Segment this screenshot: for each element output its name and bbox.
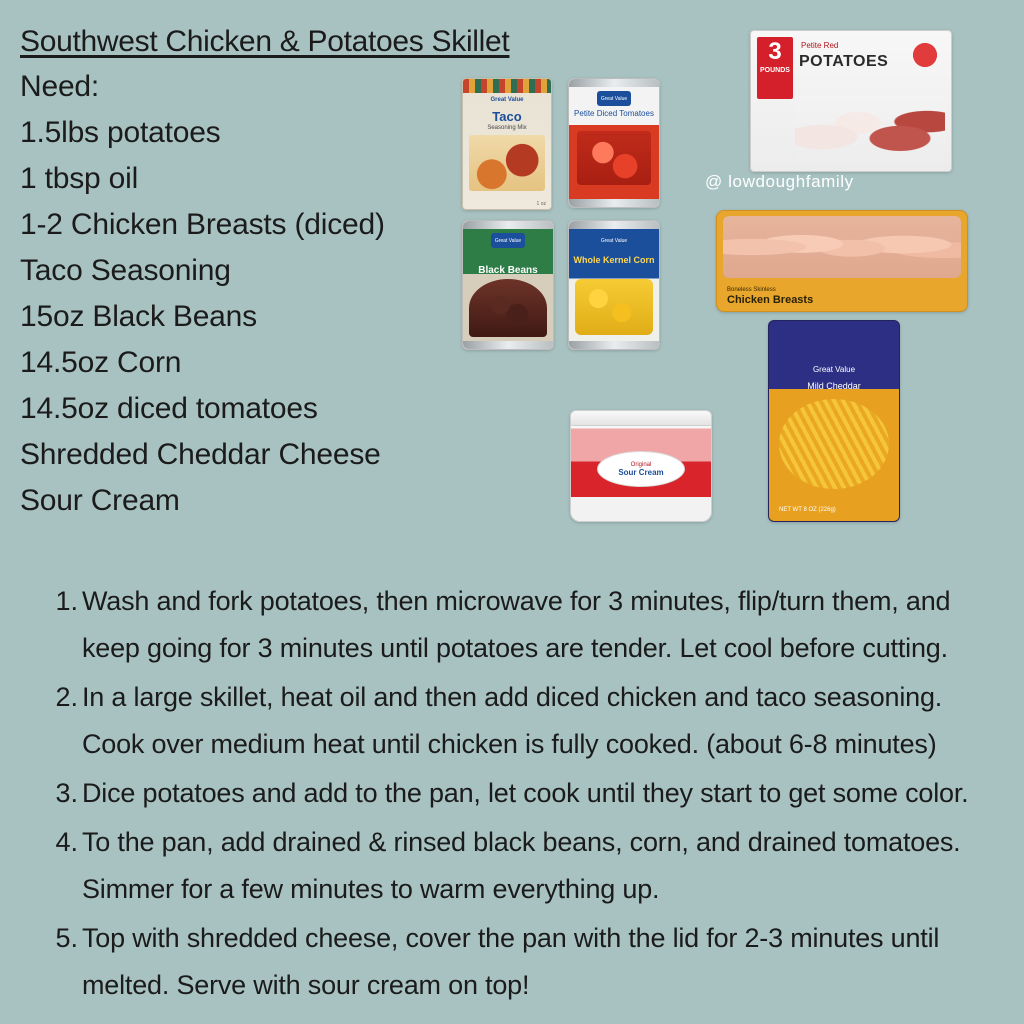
cheese-photo — [779, 399, 889, 489]
step-item — [44, 578, 1004, 672]
cheese-weight: NET WT 8 OZ (226g) — [779, 507, 836, 513]
beans-brand: Great Value — [491, 233, 525, 248]
step-number: 4. — [55, 827, 78, 857]
cheese-name: Mild Cheddar — [807, 381, 861, 391]
ingredient-item: Sour Cream — [20, 484, 180, 517]
sour-cream-label — [597, 451, 685, 487]
potatoes-name: POTATOES — [799, 53, 889, 70]
taco-photo — [469, 135, 545, 191]
ingredient-item: 15oz Black Beans — [20, 300, 257, 333]
need-label: Need: — [20, 70, 100, 103]
step-item — [44, 915, 1004, 1009]
sour-cream-name: Sour Cream — [618, 467, 664, 477]
step-number: 1. — [55, 586, 78, 616]
ingredient-item: Shredded Cheddar Cheese — [20, 438, 381, 471]
taco-weight: 1 oz — [536, 201, 546, 207]
potatoes-sub: Petite Red — [801, 41, 839, 50]
step-text: Wash and fork potatoes, then microwave for 3 minutes, flip/turn them, and keep going for 3 minutes until potatoes are tender. Let cool before cutting. — [82, 586, 951, 663]
step-number: 5. — [55, 923, 78, 953]
can-label — [463, 229, 553, 341]
beans-photo — [469, 279, 547, 337]
potatoes-count-unit: POUNDS — [760, 67, 790, 74]
can-rim-bottom — [569, 341, 659, 349]
chicken-sub: Boneless Skinless — [727, 287, 776, 293]
step-item — [44, 770, 1004, 817]
can-rim-bottom — [569, 199, 659, 207]
chicken-photo — [723, 216, 961, 278]
step-text: In a large skillet, heat oil and then add diced chicken and taco seasoning. Cook over medium heat until chicken is fully cooked. (about 6-8 minutes) — [82, 682, 943, 759]
product-chicken-breasts — [716, 210, 968, 312]
step-text: Dice potatoes and add to the pan, let cook until they start to get some color. — [82, 778, 969, 808]
potatoes-photo — [795, 95, 945, 165]
taco-name: Taco — [492, 109, 522, 124]
chicken-name: Chicken Breasts — [727, 294, 814, 306]
can-rim-top — [463, 221, 553, 229]
ingredient-item: 14.5oz Corn — [20, 346, 182, 379]
tomatoes-brand: Great Value — [597, 91, 631, 106]
watermark-handle: @ lowdoughfamily — [705, 172, 854, 191]
corn-name: Whole Kernel Corn — [573, 255, 655, 265]
ingredient-item: 14.5oz diced tomatoes — [20, 392, 318, 425]
can-label — [569, 229, 659, 341]
product-diced-tomatoes — [568, 78, 660, 208]
tub-lid — [570, 410, 712, 426]
product-taco-seasoning — [462, 78, 552, 210]
product-potatoes-bag — [750, 30, 952, 172]
product-shredded-cheese — [768, 320, 900, 522]
packet-stripe — [463, 79, 551, 93]
product-whole-kernel-corn — [568, 220, 660, 350]
step-item — [44, 674, 1004, 768]
step-number: 2. — [55, 682, 78, 712]
product-black-beans — [462, 220, 554, 350]
taco-brand: Great Value — [490, 97, 524, 103]
sour-cream-sub: Original — [630, 461, 652, 468]
beans-name: Black Beans — [478, 265, 538, 276]
product-collage — [450, 20, 1010, 550]
ingredient-item: 1 tbsp oil — [20, 162, 139, 195]
corn-photo — [575, 279, 653, 335]
can-label — [569, 87, 659, 199]
tomatoes-name: Petite Diced Tomatoes — [574, 109, 654, 118]
can-rim-top — [569, 79, 659, 87]
page-title: Southwest Chicken & Potatoes Skillet — [20, 25, 510, 58]
can-rim-top — [569, 221, 659, 229]
potatoes-count: 3 — [768, 38, 782, 65]
step-text: To the pan, add drained & rinsed black beans, corn, and drained tomatoes. Simmer for a few minutes to warm everything up. — [82, 827, 961, 904]
product-sour-cream — [570, 410, 712, 522]
ingredient-item: 1-2 Chicken Breasts (diced) — [20, 208, 385, 241]
ingredient-item: Taco Seasoning — [20, 254, 231, 287]
can-rim-bottom — [463, 341, 553, 349]
steps-list — [44, 578, 1004, 1011]
potatoes-weight-badge — [757, 37, 793, 99]
step-text: Top with shredded cheese, cover the pan with the lid for 2-3 minutes until melted. Serve with sour cream on top! — [82, 923, 940, 1000]
cheese-brand: Great Value — [812, 365, 856, 374]
step-item — [44, 819, 1004, 913]
ribbon-decoration — [903, 35, 947, 75]
corn-brand: Great Value — [597, 233, 631, 248]
tomatoes-photo — [577, 131, 651, 185]
step-number: 3. — [55, 778, 78, 808]
taco-sub: Seasoning Mix — [487, 125, 527, 131]
ingredient-item: 1.5lbs potatoes — [20, 116, 221, 149]
